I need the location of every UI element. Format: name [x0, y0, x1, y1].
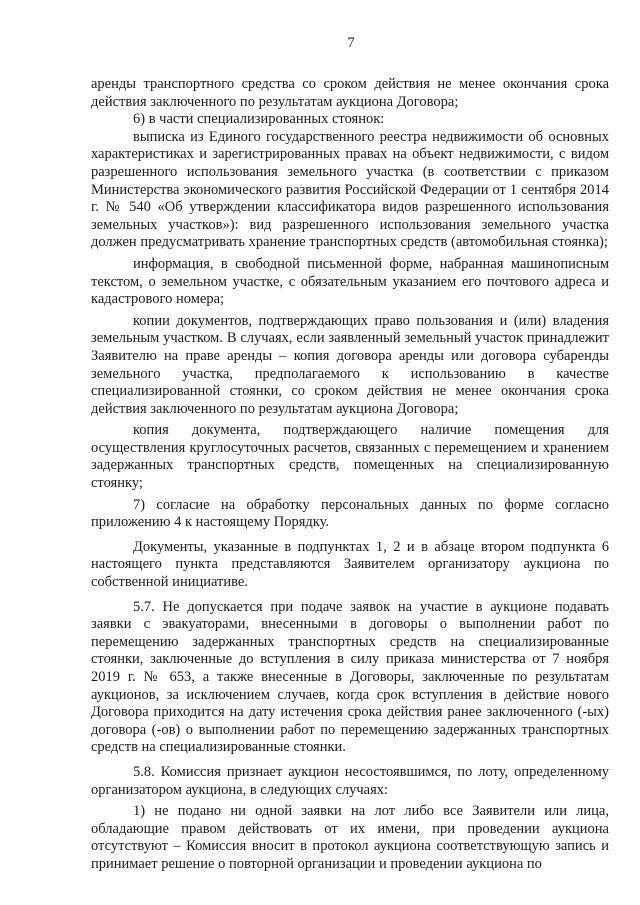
paragraph-item-6-heading: 6) в части специализированных стоянок: [133, 111, 385, 128]
paragraph-rental-term: аренды транспортного средства со сроком действия не менее окончания срока действия заключенного по результатам аукциона Договора; [91, 76, 609, 110]
paragraph-clause-5-7: 5.7. Не допускается при подаче заявок на участие в аукционе подавать заявки с эвакуаторами, внесенными в договоры о выполнении работ по перемещению задержанных транспортных средств на специализированные стоянки, заключенные до вступления в силу приказа министерства от 7 ноября 2019 г. № 653, а также внесенные в Договоры, заключенные по результатам аукционов, за исключением случаев, когда срок вступления в действие нового Договора приходится на дату истечения срока действия ранее заключенного (-ых) договора (-ов) о выполнении работ по перемещению задержанных транспортных средств на специализированные стоянки. [91, 598, 609, 756]
paragraph-clause-5-8: 5.8. Комиссия признает аукцион несостоявшимся, по лоту, определенному организатором аукциона, в следующих случаях: [91, 763, 609, 798]
paragraph-registry-extract: выписка из Единого государственного реестра недвижимости об основных характеристиках и зарегистрированных правах на объект недвижимости, с видом разрешенного использования земельного участка (в соответствии с приказом Министерства экономического развития Российской Федерации от 1 сентября 2014 г. № 540 «Об утверждении классификатора видов разрешенного использования земельных участков»): вид разрешенного использования земельного участка должен предусматривать хранение транспортных средств (автомобильная стоянка); [91, 128, 609, 251]
paragraph-documents-initiative: Документы, указанные в подпунктах 1, 2 и в абзаце втором подпункта 6 настоящего пункта представляются Заявителем организатору аукциона по собственной инициативе. [91, 538, 609, 591]
paragraph-land-info: информация, в свободной письменной форме, набранная машинописным текстом, о земельном участке, с обязательным указанием его почтового адреса и кадастрового номера; [91, 255, 609, 308]
paragraph-premises-document: копия документа, подтверждающего наличие помещения для осуществления круглосуточных расчетов, связанных с перемещением и хранением задержанных транспортных средств, помещенных на специализированную стоянку; [91, 422, 609, 492]
paragraph-land-rights-copies: копии документов, подтверждающих право пользования и (или) владения земельным участком. В случаях, если заявленный земельный участок принадлежит Заявителю на праве аренды – копия договора аренды или договора субаренды земельного участка, предполагаемого к использованию в качестве специализированной стоянки, со сроком действия не менее окончания срока действия заключенного по результатам аукциона Договора; [91, 312, 609, 417]
paragraph-item-7-consent: 7) согласие на обработку персональных данных по форме согласно приложению 4 к настоящему Порядку. [91, 496, 609, 531]
paragraph-clause-5-8-item-1: 1) не подано ни одной заявки на лот либо все Заявители или лица, обладающие правом действовать от их имени, при проведении аукциона отсутствуют – Комиссия вносит в протокол аукциона соответствующую запись и принимает решение о повторной организации и проведении аукциона по [91, 803, 609, 872]
page-number: 7 [347, 35, 355, 51]
document-body [91, 76, 609, 874]
